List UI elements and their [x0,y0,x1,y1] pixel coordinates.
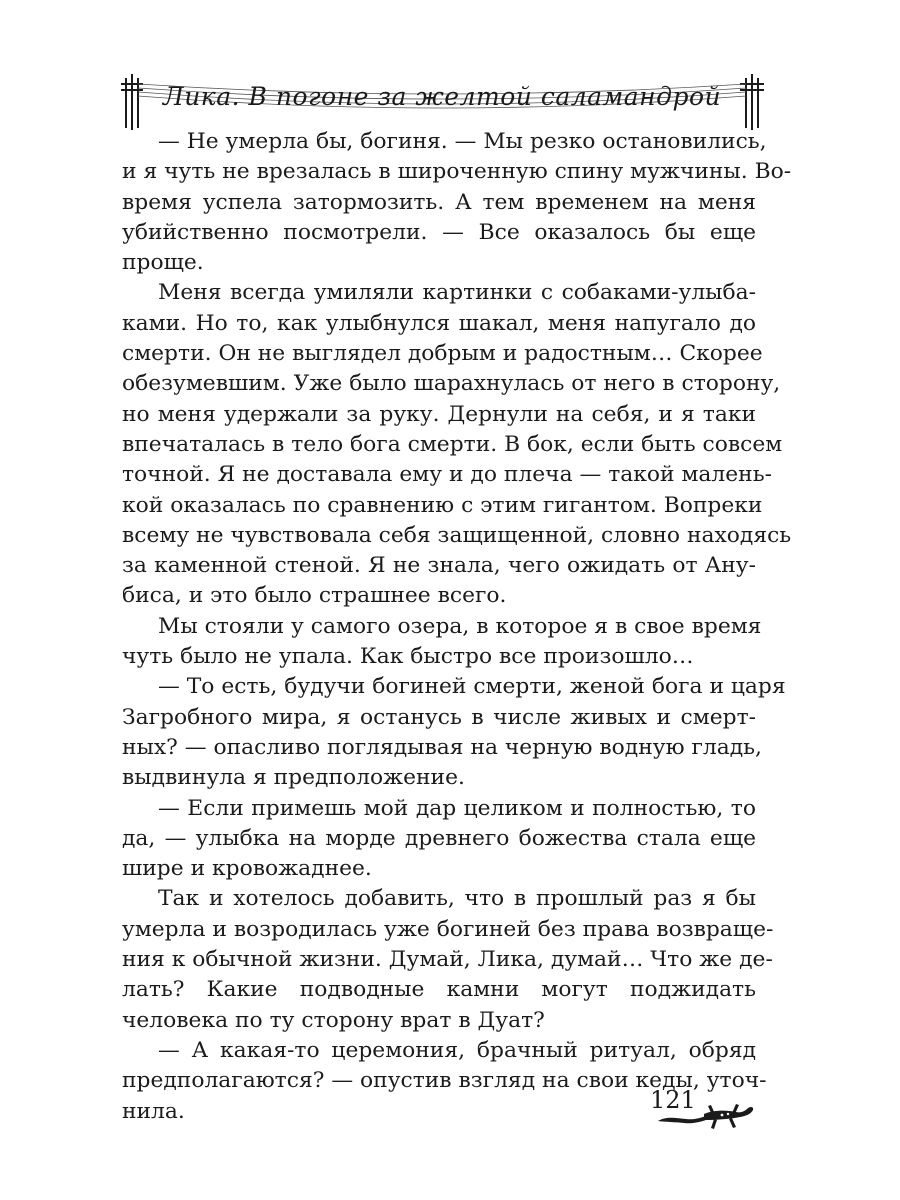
body-text [122,127,792,1127]
running-header [118,70,766,132]
text-line: всему не чувствовала себя защищенной, словно находясь [122,522,792,548]
text-line: проще. [122,250,204,276]
text-line: нила. [122,1098,185,1124]
paragraph [122,278,792,611]
text-line: смерти. Он не выглядел добрым и радостным… Скорее [122,341,763,367]
text-line: чуть было не упала. Как быстро все произошло… [122,644,694,670]
text-line: выдвинула я предположение. [122,765,465,791]
text-line: убийственно посмотрели. — Все оказалось бы еще [122,219,756,245]
text-line: за каменной стеной. Я не знала, чего ожидать от Ану- [122,553,756,579]
text-line: ния к обычной жизни. Думай, Лика, думай… Что же де- [122,947,773,973]
text-line: и я чуть не врезалась в широченную спину мужчины. Во- [122,159,792,185]
text-line: впечаталась в тело бога смерти. В бок, если быть совсем [122,431,783,457]
paragraph [122,127,792,278]
text-line: биса, и это было страшнее всего. [122,583,507,609]
text-line: человека по ту сторону врат в Дуат? [122,1007,545,1033]
paragraph [122,794,756,885]
text-line: но меня удержали за руку. Дернули на себя, и я таки [122,401,756,427]
text-line: предполагаются? — опустив взгляд на свои кеды, уточ- [122,1068,767,1094]
text-line: ных? — опасливо поглядывая на черную водную гладь, [122,734,762,760]
paragraph [122,884,774,1035]
text-line: кой оказалась по сравнению с этим гигантом. Вопреки [122,492,763,518]
text-line: Мы стояли у самого озера, в которое я в свое время [158,613,762,639]
text-line: Меня всегда умиляли картинки с собаками-улыба- [158,280,756,306]
lizard-icon [656,1094,756,1134]
text-line: время успела затормозить. А тем временем на меня [122,189,756,215]
text-line: — То есть, будучи богиней смерти, женой бога и царя [158,674,786,700]
text-line: — Если примешь мой дар целиком и полностью, то [158,795,756,821]
text-line: — А какая-то церемония, брачный ритуал, обряд [158,1037,756,1063]
text-line: точной. Я не доставала ему и до плеча — такой малень- [122,462,772,488]
text-line: да, — улыбка на морде древнего божества стала еще [122,825,756,851]
text-line: обезумевшим. Уже было шарахнулась от него в сторону, [122,371,781,397]
header-title: Лика. В погоне за желтой саламандрой [162,82,722,111]
text-line: — Не умерла бы, богиня. — Мы резко остановились, [158,129,767,154]
text-line: умерла и возродилась уже богиней без права возвраще- [122,916,774,942]
text-line: лать? Какие подводные камни могут поджидать [122,977,756,1003]
text-line: Так и хотелось добавить, что в прошлый раз я бы [158,886,756,912]
page-number: 121 [650,1086,696,1114]
text-line: Загробного мира, я останусь в числе живых и смерт- [122,704,756,730]
text-line: шире и кровожаднее. [122,856,372,882]
paragraph [122,612,762,673]
paragraph [122,672,786,793]
text-line: ками. Но то, как улыбнулся шакал, меня напугало до [122,310,756,336]
